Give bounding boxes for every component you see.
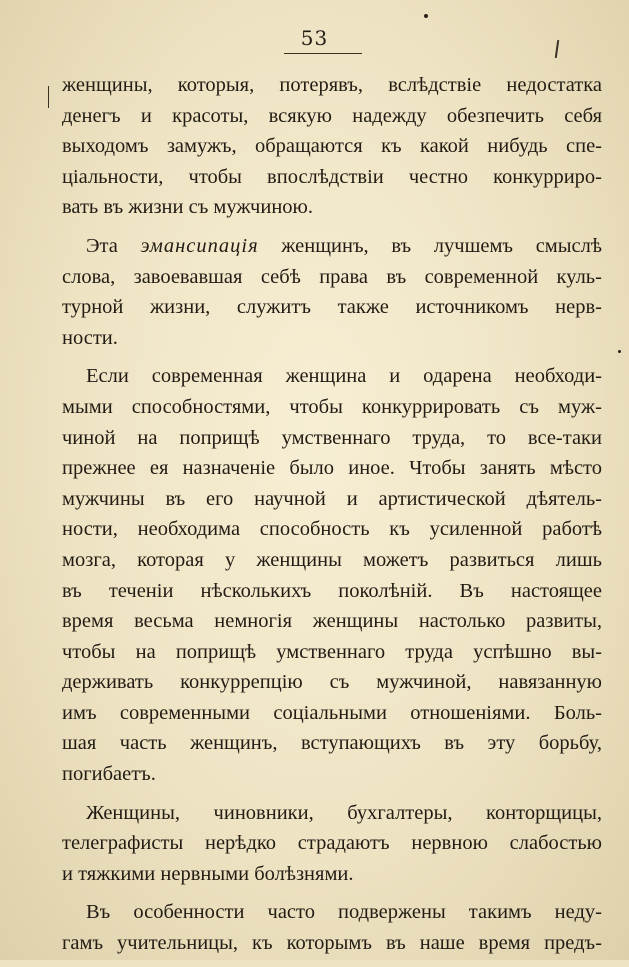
text-line: ности. [62,326,118,349]
header-rule [284,53,362,54]
text-line: имъ современными соціальными отношеніями. Боль- [62,701,602,724]
paragraph-1 [62,70,602,223]
text-line: въ теченіи нѣсколькихъ поколѣній. Въ настоящее [62,579,602,602]
text-line: держивать конкуррепцію съ мужчиной, навязанную [62,671,602,694]
text-line: Женщины, чиновники, бухгалтеры, конторщицы, [86,801,602,824]
text-line: чиной на поприщѣ умственнаго труда, то все-таки [62,426,602,449]
text-line: выходомъ замужъ, обращаются къ какой нибудь спе- [62,135,602,158]
text-line: ціальности, чтобы впослѣдствіи честно конкурриро- [62,165,602,188]
text-line: и тяжкими нервными болѣзнями. [62,862,354,885]
text-line: мужчины въ его научной и артистической дѣятель- [62,487,602,510]
text-line: прежнее ея назначеніе было иное. Чтобы занять мѣсто [62,457,602,480]
emphasized-term: эмансипація [140,234,259,257]
paragraph-3 [62,361,602,789]
text-segment: Эта [86,234,141,257]
text-line: телеграфисты нерѣдко страдаютъ нервною слабостью [62,832,602,855]
text-line: вать въ жизни съ мужчиною. [62,196,313,219]
ink-speck [618,350,621,353]
page-number: 53 [300,26,329,50]
text-line: гамъ учительницы, къ которымъ въ наше время предъ- [62,932,602,955]
text-line: денегъ и красоты, всякую надежду обезпечить себя [62,104,602,127]
text-line: ности, необходима способность къ усиленной работѣ [62,518,602,541]
text-line [62,231,602,262]
text-line: время весьма немногія женщины настолько развиты, [62,610,602,633]
text-line: слова, завоевавшая себѣ права въ современной куль- [62,265,602,288]
paragraph-5 [62,897,602,958]
body-text [62,70,602,967]
margin-mark [48,86,49,108]
text-segment: женщинъ, въ лучшемъ смыслѣ [258,234,602,257]
text-line: Если современная женщина и одарена необходи- [86,365,602,388]
text-line: турной жизни, служитъ также источникомъ нерв- [62,296,602,319]
text-line: шая часть женщинъ, вступающихъ въ эту борьбу, [62,732,602,755]
paragraph-2 [62,231,602,353]
text-line: мыми способностями, чтобы конкуррировать съ муж- [62,395,602,418]
text-line: погибаетъ. [62,763,156,786]
text-line: женщины, которыя, потерявъ, вслѣдствіе недостатка [62,74,602,96]
text-line: мозга, которая у женщины можетъ развиться лишь [62,548,602,571]
page-header [0,26,629,50]
paragraph-4 [62,798,602,890]
text-line: Въ особенности часто подвержены такимъ неду- [86,901,602,924]
text-line: чтобы на поприщѣ умственнаго труда успѣшно вы- [62,640,602,663]
ink-speck [424,14,428,18]
